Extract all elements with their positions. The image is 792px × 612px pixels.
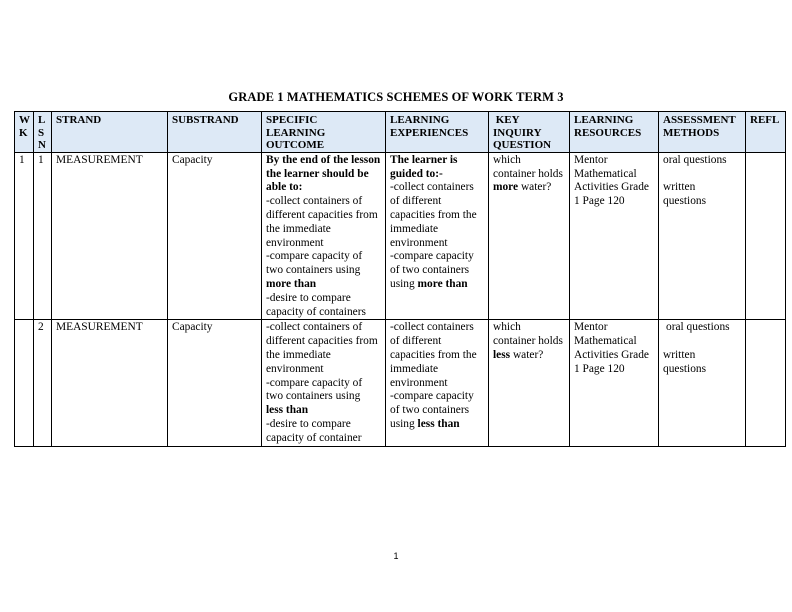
header-learning-resources: LEARNING RESOURCES [570,112,659,153]
header-reflection: REFL [746,112,786,153]
cell-lesson: 2 [34,320,52,446]
cell-substrand: Capacity [168,152,262,320]
header-strand: STRAND [52,112,168,153]
slo-line: -compare capacity of two containers using [266,376,363,403]
header-learning-experiences: LEARNING EXPERIENCES [386,112,489,153]
cell-specific-learning-outcome [262,320,386,446]
cell-week [15,320,34,446]
header-row [15,112,786,153]
cell-strand: MEASUREMENT [52,152,168,320]
cell-reflection[interactable] [746,152,786,320]
header-key-inquiry-question: KEY INQUIRY QUESTION [489,112,570,153]
cell-lesson: 1 [34,152,52,320]
experiences-line: -compare capacity of two containers using [390,390,474,430]
slo-line: -collect containers of different capacities from the immediate environment [266,321,378,375]
experiences-emphasis: less than [417,417,460,430]
experiences-emphasis: more than [417,277,468,290]
scheme-of-work-table [14,111,786,447]
header-wk: W K [15,112,34,153]
slo-emphasis: less than [266,404,309,417]
header-specific-learning-outcome: SPECIFIC LEARNING OUTCOME [262,112,386,153]
slo-line: -desire to compare capacity of container [266,417,362,444]
experiences-line: -compare capacity of two containers using [390,250,474,290]
cell-key-inquiry-question: which container holds more water? [489,152,570,320]
experiences-line: -collect containers of different capacities from the immediate environment [390,321,477,389]
cell-assessment-methods: oral questions written questions [659,320,746,446]
document-title: GRADE 1 MATHEMATICS SCHEMES OF WORK TERM 3 [228,90,564,104]
slo-emphasis: more than [266,277,317,290]
slo-line: -desire to compare capacity of containers [266,291,366,318]
cell-assessment-methods: oral questions written questions [659,152,746,320]
cell-learning-experiences [386,152,489,320]
cell-learning-resources: Mentor Mathematical Activities Grade 1 Page 120 [570,152,659,320]
table-row [15,320,786,446]
cell-strand: MEASUREMENT [52,320,168,446]
cell-specific-learning-outcome [262,152,386,320]
cell-reflection[interactable] [746,320,786,446]
slo-line: -collect containers of different capacities from the immediate environment [266,195,378,249]
cell-key-inquiry-question: which container holds less water? [489,320,570,446]
header-assessment-methods: ASSESSMENT METHODS [659,112,746,153]
header-substrand: SUBSTRAND [168,112,262,153]
cell-substrand: Capacity [168,320,262,446]
header-lsn: L S N [34,112,52,153]
cell-week: 1 [15,152,34,320]
cell-learning-experiences [386,320,489,446]
experiences-line: -collect containers of different capacities from the immediate environment [390,181,477,249]
experiences-intro: The learner is guided to:- [390,153,458,180]
slo-line: -compare capacity of two containers using [266,250,363,277]
cell-learning-resources: Mentor Mathematical Activities Grade 1 Page 120 [570,320,659,446]
page-number: 1 [393,551,399,561]
table-row [15,152,786,320]
slo-intro: By the end of the lesson the learner should be able to: [266,153,381,194]
